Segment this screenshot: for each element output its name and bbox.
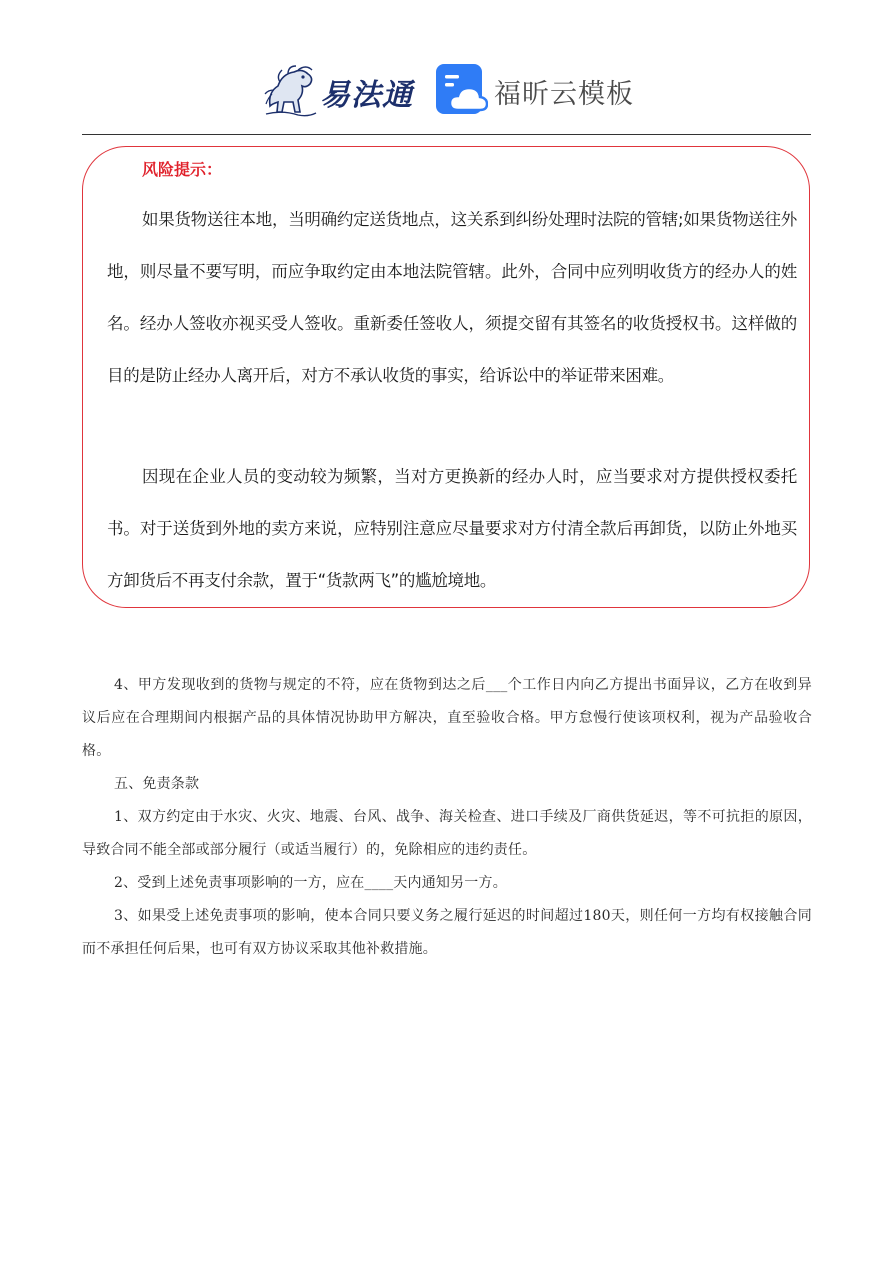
risk-notice-title: 风险提示： xyxy=(142,160,223,179)
foxit-template-logo-text: 福昕云模板 xyxy=(494,79,634,110)
risk-notice-paragraph: 因现在企业人员的变动较为频繁，当对方更换新的经办人时，应当要求对方提供授权委托书。对于送货到外地的卖方来说，应特别注意应尽量要求对方付清全款后再卸货，以防止外地买方卸货后不再支付余款，置于“货款两飞”的尴尬境地。 xyxy=(107,467,797,590)
yifatong-logo xyxy=(262,62,422,120)
qilin-logo-icon xyxy=(262,62,320,118)
exemption-clause-1: 1、双方约定由于水灾、火灾、地震、台风、战争、海关检查、进口手续及厂商供货延迟，等不可抗拒的原因，导致合同不能全部或部分履行（或适当履行）的，免除相应的违约责任。 xyxy=(82,809,812,858)
foxit-template-logo xyxy=(436,64,656,120)
cloud-document-icon xyxy=(436,64,488,116)
clause-4-paragraph: 4、甲方发现收到的货物与规定的不符，应在货物到达之后___个工作日内向乙方提出书面异议，乙方在收到异议后应在合理期间内根据产品的具体情况协助甲方解决，直至验收合格。甲方怠慢行使该项权利，视为产品验收合格。 xyxy=(82,677,812,759)
header-divider xyxy=(82,134,811,135)
yifatong-logo-text: 易法通 xyxy=(320,78,413,113)
exemption-clause-3: 3、如果受上述免责事项的影响，使本合同只要义务之履行延迟的时间超过180天，则任何一方均有权接触合同而不承担任何后果，也可有双方协议采取其他补救措施。 xyxy=(82,908,812,957)
risk-notice-paragraph: 如果货物送往本地，当明确约定送货地点，这关系到纠纷处理时法院的管辖;如果货物送往外地，则尽量不要写明，而应争取约定由本地法院管辖。此外，合同中应列明收货方的经办人的姓名。经办人签收亦视买受人签收。重新委任签收人，须提交留有其签名的收货授权书。这样做的目的是防止经办人离开后，对方不承认收货的事实，给诉讼中的举证带来困难。 xyxy=(107,210,797,385)
page-header xyxy=(0,58,893,124)
section-heading: 五、免责条款 xyxy=(114,776,200,792)
exemption-clause-2: 2、受到上述免责事项影响的一方，应在____天内通知另一方。 xyxy=(114,875,507,891)
